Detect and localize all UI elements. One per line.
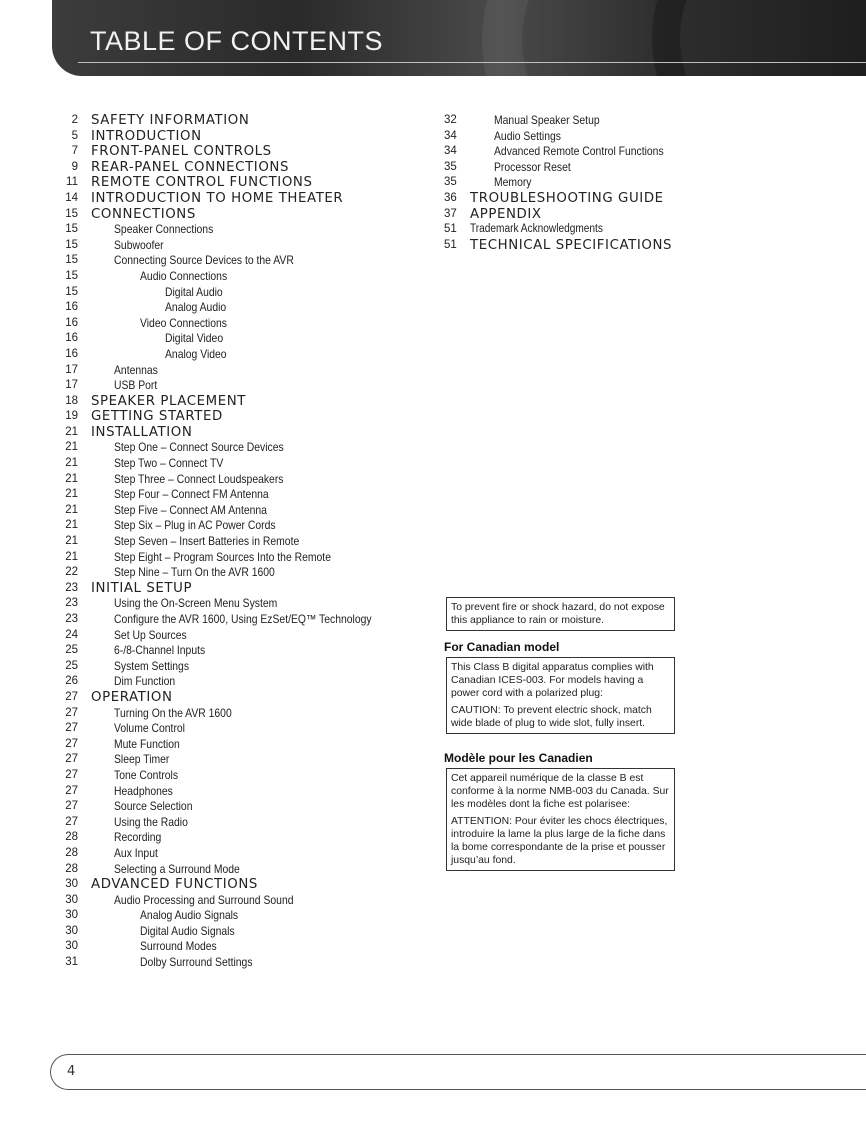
toc-entry-title: Turning On the AVR 1600 [114,705,232,720]
toc-entry-title: CONNECTIONS [91,205,196,222]
toc-page-number: 30 [65,909,78,922]
toc-page-number: 19 [65,410,78,423]
toc-entry[interactable] [56,643,416,659]
toc-page-number: 15 [65,269,78,282]
toc-page-number: 35 [444,176,457,189]
toc-entry[interactable] [56,659,416,675]
toc-entry[interactable] [56,534,416,550]
toc-page-number: 21 [65,472,78,485]
toc-page-number: 16 [65,347,78,360]
toc-page-number: 30 [65,924,78,937]
toc-entry[interactable] [56,113,416,129]
canadian-notice-box [446,657,675,734]
toc-page-number: 30 [65,878,78,891]
toc-page-number: 21 [65,488,78,501]
toc-entry-title: GETTING STARTED [91,408,223,425]
toc-entry[interactable] [56,596,416,612]
toc-entry-title: Connecting Source Devices to the AVR [114,253,294,268]
header-banner [52,0,866,76]
toc-entry-title: FRONT-PANEL CONTROLS [91,143,272,160]
toc-entry[interactable] [56,409,416,425]
toc-entry-title: TROUBLESHOOTING GUIDE [470,189,664,206]
toc-entry-title: System Settings [114,658,190,673]
toc-entry-title: Step Eight – Program Sources Into the Remote [114,549,331,564]
toc-entry[interactable] [56,129,416,145]
toc-entry-title: Step Two – Connect TV [114,456,224,471]
toc-page-number: 16 [65,316,78,329]
toc-page-number: 23 [65,581,78,594]
toc-page-number: 21 [65,535,78,548]
toc-entry-title: Using the Radio [114,814,188,829]
toc-entry[interactable] [56,612,416,628]
toc-entry-title: SAFETY INFORMATION [91,112,250,128]
toc-page-number: 22 [65,566,78,579]
toc-entry[interactable] [438,222,738,238]
toc-page-number: 27 [65,815,78,828]
french-notice-box [446,768,675,871]
toc-entry[interactable] [56,253,416,269]
toc-entry[interactable] [56,784,416,800]
toc-entry[interactable] [56,503,416,519]
toc-entry-title: Tone Controls [114,767,179,782]
toc-entry-title: Processor Reset [494,159,571,174]
toc-entry-title: Digital Audio [165,284,223,299]
toc-entry-title: Aux Input [114,845,158,860]
toc-entry-title: REMOTE CONTROL FUNCTIONS [91,174,313,191]
toc-entry[interactable] [56,690,416,706]
toc-page-number: 27 [65,706,78,719]
toc-page-number: 15 [65,238,78,251]
toc-page-number: 27 [65,690,78,703]
toc-page-number: 11 [66,176,78,189]
toc-entry-title: Manual Speaker Setup [494,113,600,127]
toc-page-number: 2 [71,114,78,126]
toc-entry[interactable] [56,737,416,753]
toc-entry-title: Step Three – Connect Loudspeakers [114,471,284,486]
toc-entry[interactable] [56,331,416,347]
toc-entry[interactable] [56,846,416,862]
toc-entry[interactable] [438,175,738,191]
toc-page-number: 26 [65,675,78,688]
toc-page-number: 51 [444,223,457,236]
toc-entry-title: Surround Modes [140,939,217,954]
toc-entry-title: Recording [114,830,162,845]
toc-entry-title: Headphones [114,783,173,798]
toc-entry-title: INTRODUCTION [91,127,202,144]
toc-entry[interactable] [56,628,416,644]
toc-entry-title: Audio Processing and Surround Sound [114,892,294,907]
toc-entry[interactable] [56,456,416,472]
toc-page-number: 23 [65,613,78,625]
toc-page-number: 18 [65,394,78,407]
toc-page-number: 31 [65,956,78,969]
toc-entry[interactable] [56,565,416,581]
toc-page-number: 21 [65,550,78,563]
toc-entry-title: 6-/8-Channel Inputs [114,643,206,658]
toc-entry-title: Trademark Acknowledgments [470,223,603,236]
toc-entry[interactable] [56,908,416,924]
toc-entry[interactable] [56,550,416,566]
toc-entry[interactable] [56,893,416,909]
toc-page-number: 36 [444,191,457,204]
toc-entry[interactable] [438,238,738,254]
toc-entry[interactable] [56,487,416,503]
toc-entry[interactable] [56,924,416,940]
toc-left-column [56,113,416,971]
toc-entry[interactable] [56,440,416,456]
page-footer [50,1054,866,1090]
toc-page-number: 25 [65,644,78,657]
page-number: 4 [67,1064,76,1079]
header-decoration-2 [652,0,866,76]
toc-page-number: 28 [65,846,78,859]
toc-entry[interactable] [56,207,416,223]
toc-entry-title: Step Nine – Turn On the AVR 1600 [114,565,275,580]
toc-entry-title: INTRODUCTION TO HOME THEATER [91,189,344,206]
toc-page-number: 28 [65,862,78,875]
toc-right-column [438,113,738,253]
toc-page-number: 15 [65,285,78,298]
toc-page-number: 16 [65,332,78,345]
toc-page-number: 21 [65,519,78,532]
toc-entry-title: Dolby Surround Settings [140,955,253,970]
toc-page-number: 32 [444,114,457,126]
toc-entry[interactable] [56,939,416,955]
toc-entry-title: Configure the AVR 1600, Using EzSet/EQ™ Technology [114,612,372,626]
toc-entry[interactable] [56,300,416,316]
toc-page-number: 34 [444,145,457,158]
toc-entry[interactable] [56,706,416,722]
toc-page-number: 17 [65,363,78,376]
header-rule [78,62,866,63]
toc-entry-title: Analog Video [165,346,227,361]
toc-entry[interactable] [56,830,416,846]
toc-entry[interactable] [438,191,738,207]
toc-page-number: 17 [65,379,78,392]
toc-page-number: 5 [71,129,78,142]
toc-page-number: 27 [65,737,78,750]
fire-warning-text: To prevent fire or shock hazard, do not expose this appliance to rain or moisture. [451,602,665,627]
toc-entry[interactable] [56,347,416,363]
toc-entry-title: Digital Video [165,331,224,346]
toc-entry-title: Volume Control [114,721,185,736]
toc-page-number: 15 [65,254,78,267]
toc-entry[interactable] [56,425,416,441]
toc-entry[interactable] [56,363,416,379]
canadian-notice-p2: CAUTION: To prevent electric shock, match wide blade of plug to wide slot, fully insert. [451,704,652,729]
canadian-notice-p1: This Class B digital apparatus complies with Canadian ICES-003. For models having a power cord with a polarized plug: [451,662,654,700]
toc-entry-title: Mute Function [114,736,180,751]
toc-page-number: 23 [65,597,78,610]
fire-warning-box [446,597,675,631]
toc-entry[interactable] [56,862,416,878]
toc-page-number: 27 [65,768,78,781]
toc-page-number: 27 [65,800,78,813]
toc-entry[interactable] [438,160,738,176]
french-notice-p1: Cet appareil numérique de la classe B est conforme à la norme NMB-003 du Canada. Sur les modèles dont la fiche est polarisee: [451,773,669,811]
toc-entry[interactable] [56,316,416,332]
toc-entry-title: Dim Function [114,674,176,689]
toc-entry[interactable] [56,518,416,534]
toc-page-number: 37 [444,207,457,220]
toc-entry[interactable] [56,674,416,690]
toc-entry-title: Step One – Connect Source Devices [114,440,284,455]
toc-entry-title: REAR-PANEL CONNECTIONS [91,158,290,175]
toc-entry[interactable] [56,285,416,301]
toc-page-number: 24 [65,628,78,641]
toc-entry-title: Analog Audio Signals [140,908,239,923]
toc-entry[interactable] [56,160,416,176]
toc-entry[interactable] [56,175,416,191]
toc-entry-title: ADVANCED FUNCTIONS [91,876,258,893]
toc-page-number: 27 [65,784,78,797]
toc-page-number: 30 [65,940,78,953]
toc-page-number: 15 [65,207,78,220]
toc-entry-title: APPENDIX [470,205,542,222]
toc-entry[interactable] [56,877,416,893]
toc-entry-title: USB Port [114,378,158,393]
toc-entry-title: Step Four – Connect FM Antenna [114,487,269,502]
toc-page-number: 21 [65,503,78,516]
toc-entry[interactable] [56,799,416,815]
toc-entry-title: OPERATION [91,688,173,705]
toc-page-number: 14 [65,191,78,204]
toc-entry[interactable] [56,721,416,737]
toc-entry[interactable] [56,955,416,971]
toc-entry-title: Audio Connections [140,268,228,283]
toc-entry-title: Analog Audio [165,300,227,315]
page-title: TABLE OF CONTENTS [90,26,384,56]
toc-entry[interactable] [56,269,416,285]
toc-entry[interactable] [56,222,416,238]
toc-page-number: 27 [65,722,78,735]
toc-entry-title: Audio Settings [494,128,561,143]
toc-entry[interactable] [56,378,416,394]
toc-entry[interactable] [56,472,416,488]
toc-entry[interactable] [56,752,416,768]
toc-entry-title: Subwoofer [114,237,164,252]
french-notice-p2: ATTENTION: Pour éviter les chocs électriques, introduire la lame la plus large de la fiche dans la bome correspondante de la prise et pousser jusqu’au fond. [451,815,668,867]
toc-entry[interactable] [56,394,416,410]
toc-entry[interactable] [56,144,416,160]
toc-entry[interactable] [56,815,416,831]
toc-entry-title: Antennas [114,362,158,377]
toc-entry-title: Set Up Sources [114,627,187,642]
toc-entry-title: Step Seven – Insert Batteries in Remote [114,534,300,549]
toc-page-number: 21 [65,441,78,454]
toc-entry[interactable] [56,768,416,784]
toc-entry-title: Step Six – Plug in AC Power Cords [114,518,276,533]
canadian-heading: For Canadian model [444,640,560,654]
toc-entry-title: Selecting a Surround Mode [114,861,240,876]
toc-entry[interactable] [438,207,738,223]
toc-page-number: 16 [65,301,78,314]
toc-entry-title: INSTALLATION [91,423,193,440]
toc-entry[interactable] [438,113,738,129]
toc-page-number: 51 [444,238,457,251]
toc-entry-title: Sleep Timer [114,752,170,767]
toc-page-number: 9 [71,160,78,173]
toc-entry-title: Memory [494,175,532,190]
toc-entry-title: Source Selection [114,799,193,814]
toc-page-number: 27 [65,753,78,766]
toc-entry[interactable] [56,238,416,254]
toc-page-number: 35 [444,160,457,173]
toc-entry-title: Speaker Connections [114,222,214,237]
toc-page-number: 30 [65,893,78,906]
toc-entry-title: Using the On-Screen Menu System [114,596,278,611]
toc-entry-title: Digital Audio Signals [140,923,235,938]
toc-entry[interactable] [56,191,416,207]
toc-page-number: 7 [71,145,78,158]
toc-page-number: 34 [444,129,457,142]
toc-entry-title: INITIAL SETUP [91,579,193,596]
toc-entry-title: TECHNICAL SPECIFICATIONS [470,236,673,253]
toc-page-number: 28 [65,831,78,844]
toc-page-number: 21 [65,457,78,470]
toc-page-number: 25 [65,659,78,672]
french-heading: Modèle pour les Canadien [444,751,593,765]
toc-entry-title: Step Five – Connect AM Antenna [114,502,267,517]
toc-entry[interactable] [56,581,416,597]
toc-entry[interactable] [438,129,738,145]
toc-entry[interactable] [438,144,738,160]
toc-entry-title: Video Connections [140,315,227,330]
toc-entry-title: SPEAKER PLACEMENT [91,392,247,409]
toc-page-number: 15 [65,223,78,236]
toc-page-number: 21 [65,425,78,438]
toc-entry-title: Advanced Remote Control Functions [494,144,664,159]
